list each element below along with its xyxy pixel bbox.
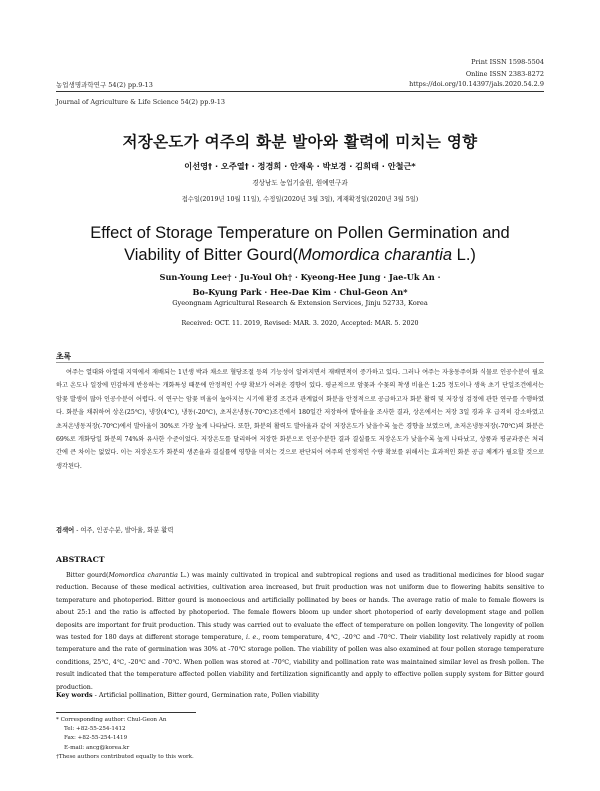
keywords-list-korean: - 여주, 인공수분, 발아율, 화분 활력: [74, 527, 174, 534]
dates-english: Received: OCT. 11. 2019, Revised: MAR. 3. 2020, Accepted: MAR. 5. 2020: [181, 320, 419, 327]
scientific-name: Momordica charantia: [298, 246, 453, 264]
keywords-label-english: Key words: [56, 691, 93, 699]
keywords-list-english: - Artificial pollination, Bitter gourd, Germination rate, Pollen viability: [92, 691, 320, 699]
title-english-line1: Effect of Storage Temperature on Pollen Germination and: [90, 224, 510, 242]
abstract-body-korean: 여주는 열대와 아열대 지역에서 재배되는 1년생 박과 채소로 혈당조절 등의 기능성이 알려지면서 재배면적이 증가하고 있다. 그러나 여주는 자웅동주이화 식물로 인공수분이 필요하고 온도나 일장에 민감하게 반응하는 개화특성 때문에 안정적인 수량 확보가 어려운 경향이 있다. 평균적으로 암꽃과 수꽃의 착생 비율은 1:25 정도이나 생육 초기 단일조건에서는 암꽃 발생이 많아 인공수분이 어렵다. 이 연구는 암꽃 비율이 높아지는 시기에 환경 조건과 관계없이 화분을 안정적으로 공급하고자 화분 활력 및 저장성 검정에 관한 연구를 수행하였다. 화분을 채취하여 상온(25℃), 냉장(4℃), 냉동(-20℃), 초저온냉동(-70℃)조건에서 180일간 저장하여 발아율을 조사한 결과, 상온에서는 저장 3일 경과 후 급격히 감소하였고 초저온냉동저장(-70℃)에서 발아율이 30%로 가장 높게 나타났다. 또한, 화분의 활력도 발아율과 같이 저장온도가 낮을수록 높은 경향을 보였으며, 초저온냉동저장(-70℃)의 화분은 69%로 개화당일 화분의 74%와 유사한 수준이었다. 저장온도를 달리하여 저장한 화분으로 인공수분한 결과 결실률도 저장온도가 낮을수록 높게 나타났고, 상품과 평균과중은 처리 간에 큰 차이는 없었다. 이는 저장온도가 화분의 생존율과 결실률에 영향을 미치는 것으로 판단되어 여주의 안정적인 수량 확보를 위해서는 효과적인 화분 공급 체계가 필요할 것으로 생각된다.: [56, 369, 544, 470]
keywords-english: [56, 691, 319, 699]
footnote-email[interactable]: E-mail: ancg@korea.kr: [64, 744, 130, 751]
issn-print: Print ISSN 1598-5504: [471, 58, 544, 66]
issn-online: Online ISSN 2383-8272: [465, 70, 544, 78]
footnotes: [56, 716, 194, 762]
dates-korean: 접수일(2019년 10월 11일), 수정일(2020년 3월 3일), 게재확정일(2020년 3월 5일): [181, 196, 419, 203]
footnote-tel: Tel: +82-55-254-1412: [64, 726, 126, 733]
affiliation-english: Gyeongnam Agricultural Research & Extension Services, Jinju 52733, Korea: [172, 299, 428, 307]
abstract-heading-english: ABSTRACT: [56, 555, 105, 564]
abstract-rule: [56, 362, 544, 363]
title-english: [0, 222, 600, 266]
authors-english: [0, 270, 600, 300]
journal-citation-en: Journal of Agriculture & Life Science 54(2) pp.9-13: [56, 98, 226, 106]
title-line2-pre: Viability of Bitter Gourd(: [124, 246, 298, 264]
authors-korean: 이선영† · 오주열† · 정경희 · 안재욱 · 박보경 · 김희태 · 안철근*: [184, 161, 416, 171]
authors-english-line2: Bo-Kyung Park · Hee-Dae Kim · Chul-Geon An*: [192, 287, 408, 297]
abs-en-sci: Momordica charantia: [108, 572, 178, 579]
header-rule: [56, 91, 544, 92]
abs-en-post: , room temperature, 4℃, -20℃ and -70℃. Their viability lost relatively rapidly at room temperature and the rate of germination was 30% at -70℃ storage pollen. The viability of pollen was also examined at four pollen storage temperature conditions, 25℃, 4℃, -20℃ and -70℃. When pollen was stored at -70℃, viability and pollination rate was maintained similar level as fresh pollen. The result indicated that the temperature affected pollen viability and fertilization significantly and apply to effective pollen supply system for Bitter gourd production.: [56, 634, 544, 691]
keywords-korean: [56, 525, 173, 534]
title-korean: 저장온도가 여주의 화분 발아와 활력에 미치는 영향: [122, 133, 478, 151]
footnote-fax: Fax: +82-55-254-1419: [64, 735, 128, 742]
footnote-corresponding: * Corresponding author: Chul-Geon An: [56, 717, 167, 723]
authors-english-line1: Sun-Young Lee† · Ju-Youl Oh† · Kyeong-Hee Jung · Jae-Uk An ·: [159, 272, 441, 282]
title-line2-post: L.): [452, 246, 476, 264]
abstract-body-english: [56, 570, 544, 694]
doi-link[interactable]: https://doi.org/10.14397/jals.2020.54.2.9: [409, 80, 544, 88]
abstract-heading-korean: 초록: [56, 352, 72, 361]
affiliation-korean: 경상남도 농업기술원, 원예연구과: [252, 179, 348, 187]
abs-en-mid: L.) was mainly cultivated in tropical and subtropical regions and used as traditional medicines for blood sugar reduction. Because of these medical activities, cultivation area increased, but fruit production was not uniform due to flowering habits sensitive to temperature and photoperiod. Bitter gourd is monoecious and artificially pollinated by bees or hands. The average ratio of male to female flowers is about 25:1 and the ratio is affected by photoperiod. The female flowers bloom up under short photoperiod of early development stage and pollen deposits are important for fruit production. This study was carried out to evaluate the effect of temperature on pollen longevity. The longevity of pollen was tested for 180 days at different storage temperature,: [56, 572, 544, 642]
footnote-rule: [56, 712, 196, 713]
abs-en-pre: Bitter gourd(: [66, 572, 109, 579]
footnote-equal-contribution: †These authors contributed equally to this work.: [56, 753, 194, 760]
journal-citation-kr: 농업생명과학연구 54(2) pp.9-13: [56, 81, 153, 89]
keywords-label-korean: 검색어: [56, 527, 75, 534]
title-english-line2: [0, 244, 600, 266]
abs-en-ie: i. e.: [246, 634, 259, 642]
